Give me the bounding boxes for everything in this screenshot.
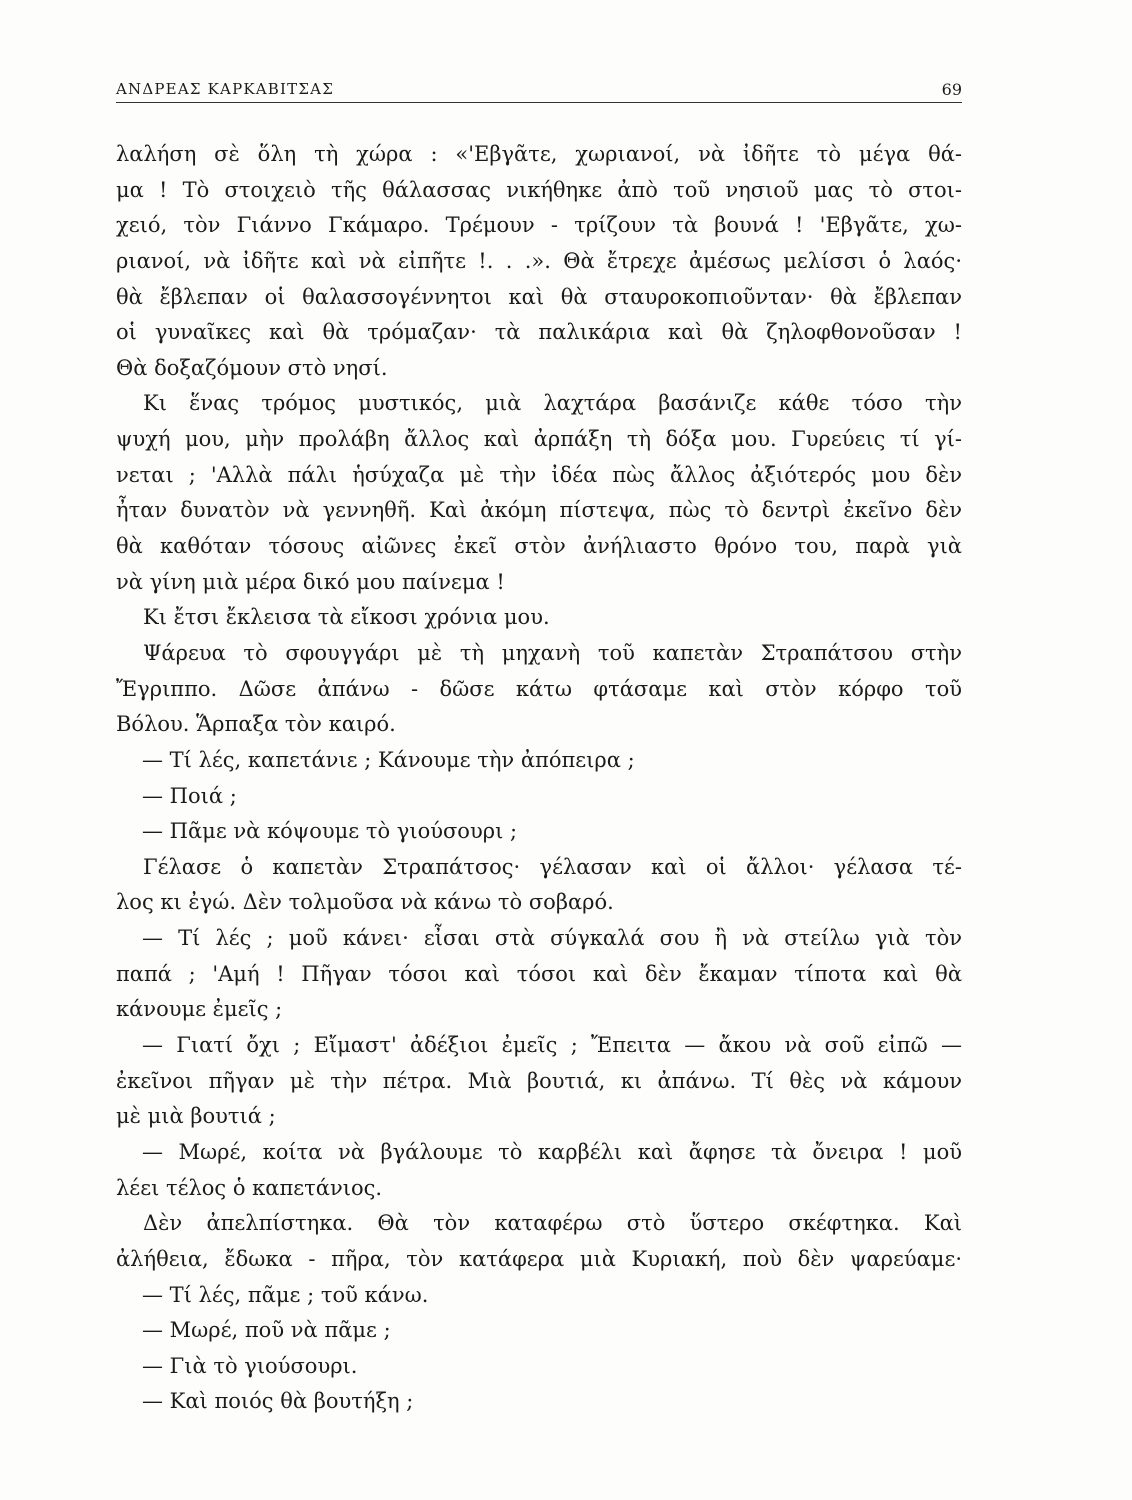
- text-line: μὲ μιὰ βουτιά ;: [116, 1104, 276, 1129]
- dialogue-line: — Μωρέ, κοίτα νὰ βγάλουμε τὸ καρβέλι καὶ ἄφησε τὰ ὄνειρα ! μοῦ: [142, 1139, 962, 1164]
- text-line: λαλήση σὲ ὅλη τὴ χώρα : «'Εβγᾶτε, χωριανοί, νὰ ἰδῆτε τὸ μέγα θά-: [116, 142, 962, 166]
- text-line: νὰ γίνη μιὰ μέρα δικό μου παίνεμα !: [116, 569, 505, 594]
- body-text: [116, 137, 962, 1420]
- text-line: ριανοί, νὰ ἰδῆτε καὶ νὰ εἰπῆτε !. . .». Θὰ ἔτρεχε ἀμέσως μελίσσι ὁ λαός·: [116, 248, 962, 273]
- dialogue-line: — Καὶ ποιός θὰ βουτήξη ;: [142, 1389, 414, 1414]
- page-header: [116, 80, 962, 104]
- text-line: Ψάρευα τὸ σφουγγάρι μὲ τὴ μηχανὴ τοῦ καπετὰν Στραπάτσου στὴν: [143, 640, 962, 665]
- text-line: Θὰ δοξαζόμουν στὸ νησί.: [116, 355, 388, 380]
- text-line: μα ! Τὸ στοιχειὸ τῆς θάλασσας νικήθηκε ἀπὸ τοῦ νησιοῦ μας τὸ στοι-: [116, 177, 962, 202]
- text-line: Βόλου. Ἅρπαξα τὸν καιρό.: [116, 712, 396, 737]
- text-line: ψυχή μου, μὴν προλάβη ἄλλος καὶ ἀρπάξη τὴ δόξα μου. Γυρεύεις τί γί-: [116, 427, 962, 452]
- text-line: Ἔγριππο. Δῶσε ἀπάνω - δῶσε κάτω φτάσαμε καὶ στὸν κόρφο τοῦ: [116, 676, 962, 701]
- dialogue-line: — Τί λές ; μοῦ κάνει· εἶσαι στὰ σύγκαλά σου ἢ νὰ στείλω γιὰ τὸν: [142, 926, 962, 951]
- dialogue-line: — Πᾶμε νὰ κόψουμε τὸ γιούσουρι ;: [142, 819, 518, 844]
- dialogue-line: — Τί λές, πᾶμε ; τοῦ κάνω.: [142, 1282, 429, 1307]
- text-line: Κι ἔτσι ἔκλεισα τὰ εἴκοσι χρόνια μου.: [143, 605, 550, 630]
- text-line: ἐκεῖνοι πῆγαν μὲ τὴν πέτρα. Μιὰ βουτιά, κι ἀπάνω. Τί θὲς νὰ κάμουν: [116, 1068, 962, 1093]
- text-line: θὰ ἔβλεπαν οἱ θαλασσογέννητοι καὶ θὰ σταυροκοπιοῦνταν· θὰ ἔβλεπαν: [116, 284, 962, 309]
- text-line: λος κι ἐγώ. Δὲν τολμοῦσα νὰ κάνω τὸ σοβαρό.: [116, 890, 614, 915]
- text-line: Κι ἕνας τρόμος μυστικός, μιὰ λαχτάρα βασάνιζε κάθε τόσο τὴν: [143, 391, 962, 416]
- page-number: 69: [941, 80, 962, 99]
- text-line: λέει τέλος ὁ καπετάνιος.: [116, 1175, 383, 1200]
- dialogue-line: — Γιατί ὄχι ; Εἴμαστ' ἀδέξιοι ἐμεῖς ; Ἔπειτα — ἄκου νὰ σοῦ εἰπῶ —: [142, 1033, 962, 1058]
- text-line: νεται ; 'Αλλὰ πάλι ἡσύχαζα μὲ τὴν ἰδέα πὼς ἄλλος ἀξιότερός μου δὲν: [116, 462, 962, 487]
- running-head: ΑΝΔΡΕΑΣ ΚΑΡΚΑΒΙΤΣΑΣ: [116, 80, 335, 98]
- dialogue-line: — Γιὰ τὸ γιούσουρι.: [142, 1353, 358, 1378]
- text-line: Γέλασε ὁ καπετὰν Στραπάτσος· γέλασαν καὶ οἱ ἄλλοι· γέλασα τέ-: [143, 854, 962, 879]
- text-line: παπά ; 'Αμή ! Πῆγαν τόσοι καὶ τόσοι καὶ δὲν ἔκαμαν τίποτα καὶ θὰ: [116, 961, 962, 986]
- text-line: χειό, τὸν Γιάννο Γκάμαρο. Τρέμουν - τρίζουν τὰ βουνά ! 'Εβγᾶτε, χω-: [116, 213, 962, 238]
- header-rule: [116, 102, 962, 103]
- dialogue-line: — Τί λές, καπετάνιε ; Κάνουμε τὴν ἀπόπειρα ;: [142, 747, 635, 772]
- text-line: ἦταν δυνατὸν νὰ γεννηθῆ. Καὶ ἀκόμη πίστεψα, πὼς τὸ δεντρὶ ἐκεῖνο δὲν: [116, 498, 962, 523]
- text-line: θὰ καθόταν τόσους αἰῶνες ἐκεῖ στὸν ἀνήλιαστο θρόνο του, παρὰ γιὰ: [116, 534, 962, 559]
- text-line: οἱ γυναῖκες καὶ θὰ τρόμαζαν· τὰ παλικάρια καὶ θὰ ζηλοφθονοῦσαν !: [116, 320, 962, 345]
- dialogue-line: — Μωρέ, ποῦ νὰ πᾶμε ;: [142, 1318, 391, 1343]
- dialogue-line: — Ποιά ;: [142, 783, 237, 808]
- text-line: κάνουμε ἐμεῖς ;: [116, 997, 283, 1022]
- text-line: Δὲν ἀπελπίστηκα. Θὰ τὸν καταφέρω στὸ ὕστερο σκέφτηκα. Καὶ: [143, 1211, 962, 1236]
- text-line: ἀλήθεια, ἔδωκα - πῆρα, τὸν κατάφερα μιὰ Κυριακή, ποὺ δὲν ψαρεύαμε·: [116, 1246, 962, 1271]
